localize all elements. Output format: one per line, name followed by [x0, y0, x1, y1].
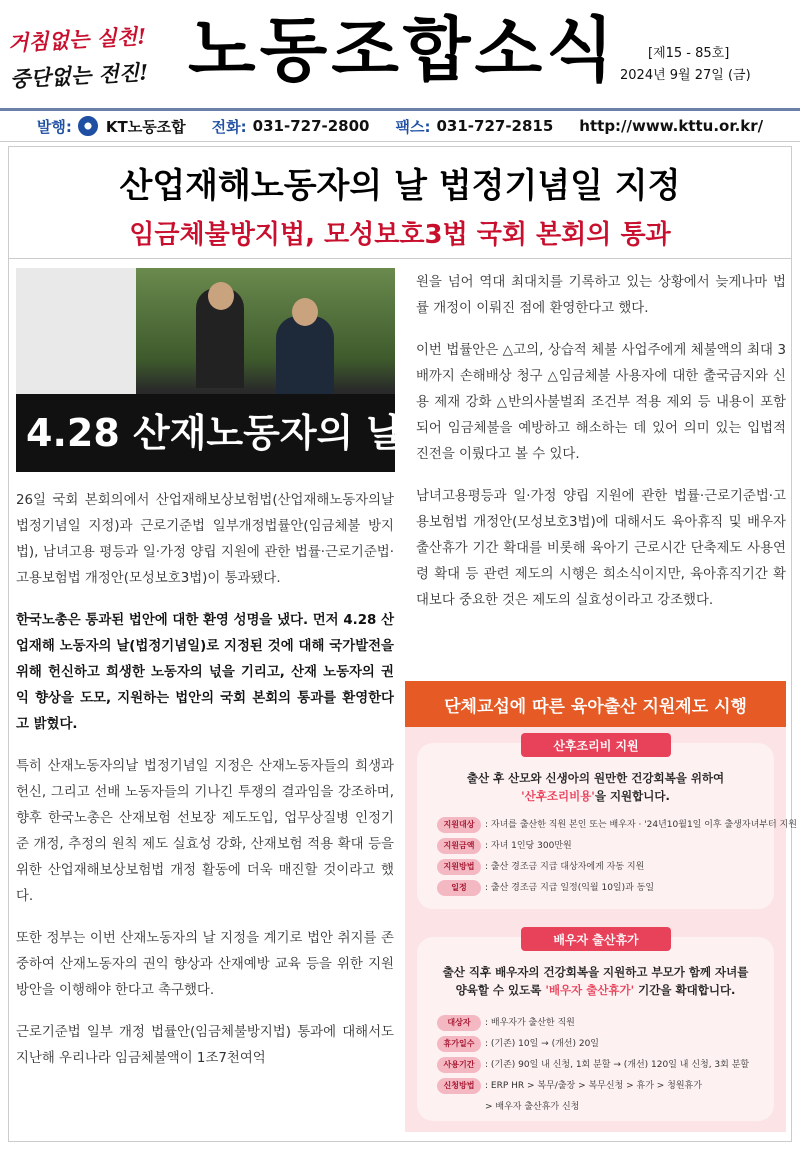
photo-banner-text: 4.28 산재노동자의 날 추 [26, 411, 454, 455]
panel-title: 단체교섭에 따른 육아출산 지원제도 시행 [405, 681, 786, 727]
paragraph: 남녀고용평등과 일·가정 양립 지원에 관한 법률·근로기준법·고용보험법 개정안(모성보호3법)에 대해서도 육아휴직 및 배우자 출산휴가 기간 확대를 비롯해 육아기 근로시간 단축제도 사용연령 확대 등 관련 제도의 시행은 희소식이지만, 육아휴직기간 확대보다 중요한 것은 제도의 실효성이라고 강조했다. [416, 489, 786, 608]
list-item: 지원대상 : 자녀를 출산한 직원 본인 또는 배우자 · '24년10월1일 이후 출생자녀부터 지원 [437, 817, 797, 833]
article-headline: 산업재해노동자의 날 법정기념일 지정 [119, 166, 681, 206]
wreath-shape [16, 268, 136, 398]
list-item: 지원방법 : 출산 경조금 지급 대상자에게 자동 지원 [437, 859, 797, 875]
masthead [0, 0, 800, 108]
card-title: 출산 후 산모와 신생아의 원만한 건강회복을 위하여 '산후조리비용'을 지원합니다. [466, 771, 725, 803]
list-item: 대상자 : 배우자가 출산한 직원 [437, 1015, 749, 1031]
list-item: > 배우자 출산휴가 신청 [485, 1102, 580, 1112]
attendee-figure [276, 316, 334, 396]
paragraph: 또한 정부는 이번 산재노동자의 날 지정을 계기로 법안 취지를 존중하여 산재노동자의 권익 향상과 산재예방 교육 등을 위한 지원방안을 이행해야 한다고 촉구했다. [16, 931, 394, 998]
paragraph: 26일 국회 본회의에서 산업재해보상보험법(산업재해노동자의날 법정기념일 지정)과 근로기준법 일부개정법률안(임금체불 방지법), 남녀고용 평등과 일·가정 양립 지원에 관한 법률·근로기준법·고용보험법 개정안(모성보호3법)이 통과됐다. [16, 493, 394, 586]
speaker-head [208, 282, 234, 310]
website-link[interactable]: http://www.kttu.or.kr/ [579, 117, 764, 135]
article-subhead: 임금체불방지법, 모성보호3법 국회 본회의 통과 [129, 220, 671, 250]
slogan-bottom: 중단없는 전진! [9, 59, 149, 92]
right-column [416, 270, 786, 630]
card-rows [437, 1015, 749, 1120]
masthead-title: 노동조합소식 [188, 9, 618, 91]
card-rows [437, 817, 797, 901]
list-item: 사용기간 : (기존) 90일 내 신청, 1회 분할 → (개선) 120일 내 신청, 3회 분할 [437, 1057, 749, 1073]
divider [8, 258, 792, 259]
issue-date: 2024년 9월 27일 (금) [620, 68, 751, 83]
paragraph: 원을 넘어 역대 최대치를 기록하고 있는 상황에서 늦게나마 법률 개정이 이뤄진 점에 환영한다고 했다. [416, 275, 786, 316]
article-photo [16, 268, 454, 472]
paragraph: 이번 법률안은 △고의, 상습적 체불 사업주에게 체불액의 최대 3배까지 손해배상 청구 △임금체불 사용자에 대한 출국금지와 신용 제재 강화 △반의사불벌죄 조건부 적용 제외 등 내용이 포함되어 임금체불을 예방하고 해소하는 데 있어 의미 있는 입법적 진전을 이뤘다고 볼 수 있다. [416, 343, 786, 462]
paragraph: 근로기준법 일부 개정 법률안(임금체불방지법) 통과에 대해서도 지난해 우리나라 임금체불액이 1조7천여억 [16, 1025, 394, 1066]
attendee-head [292, 298, 318, 326]
slogan-top: 거침없는 실천! [7, 23, 147, 56]
postpartum-care-card [417, 738, 797, 909]
fax-label: 팩스: [395, 117, 431, 136]
paragraph: 특히 산재노동자의날 법정기념일 지정은 산재노동자들의 희생과 헌신, 그리고 선배 노동자들의 기나긴 투쟁의 결과임을 강조하며, 향후 한국노총은 산재보험 선보장 제도도입, 업무상질병 인정기준 개정, 추정의 원칙 제도 실효성 강화, 산재보험 적용 확대 등을 위한 산업재해보상보험법 개정 활동에 더욱 매진할 것이라고 했다. [16, 759, 394, 904]
childcare-support-panel [405, 681, 797, 1132]
issue-number: [제15 - 85호] [648, 46, 730, 61]
card-title: 출산 직후 배우자의 건강회복을 지원하고 부모가 함께 자녀를 양육할 수 있도록 '배우자 출산휴가' 기간을 확대합니다. [442, 965, 749, 997]
publisher-label: 발행: [36, 117, 72, 136]
kt-union-logo-icon [78, 116, 98, 136]
publisher-info-bar [0, 108, 800, 142]
phone-number: 031-727-2800 [252, 117, 370, 135]
publisher-name: KT노동조합 [105, 117, 186, 136]
phone-label: 전화: [211, 117, 247, 136]
paragraph: 한국노총은 통과된 법안에 대한 환영 성명을 냈다. 먼저 4.28 산업재해 노동자의 날(법정기념일)로 지정된 것에 대해 국가발전을 위해 헌신하고 희생한 노동자의 넋을 기리고, 산재 노동자의 권익 향상을 도모, 지원하는 법안의 국회 본회의 통과를 환영한다고 밝혔다. [16, 613, 394, 732]
list-item: 지원금액 : 자녀 1인당 300만원 [437, 838, 797, 854]
fax-number: 031-727-2815 [436, 117, 554, 135]
left-column [16, 488, 394, 1088]
spouse-leave-card [417, 932, 774, 1121]
list-item: 일정 : 출산 경조금 지급 일정(익월 10일)과 동일 [437, 880, 797, 896]
card-tag: 산후조리비 지원 [521, 733, 671, 757]
list-item: 휴가일수 : (기존) 10일 → (개선) 20일 [437, 1036, 749, 1052]
list-item: 신청방법 : ERP HR > 복무/출장 > 복무신청 > 휴가 > 청원휴가 [437, 1078, 749, 1094]
card-tag: 배우자 출산휴가 [521, 927, 671, 951]
